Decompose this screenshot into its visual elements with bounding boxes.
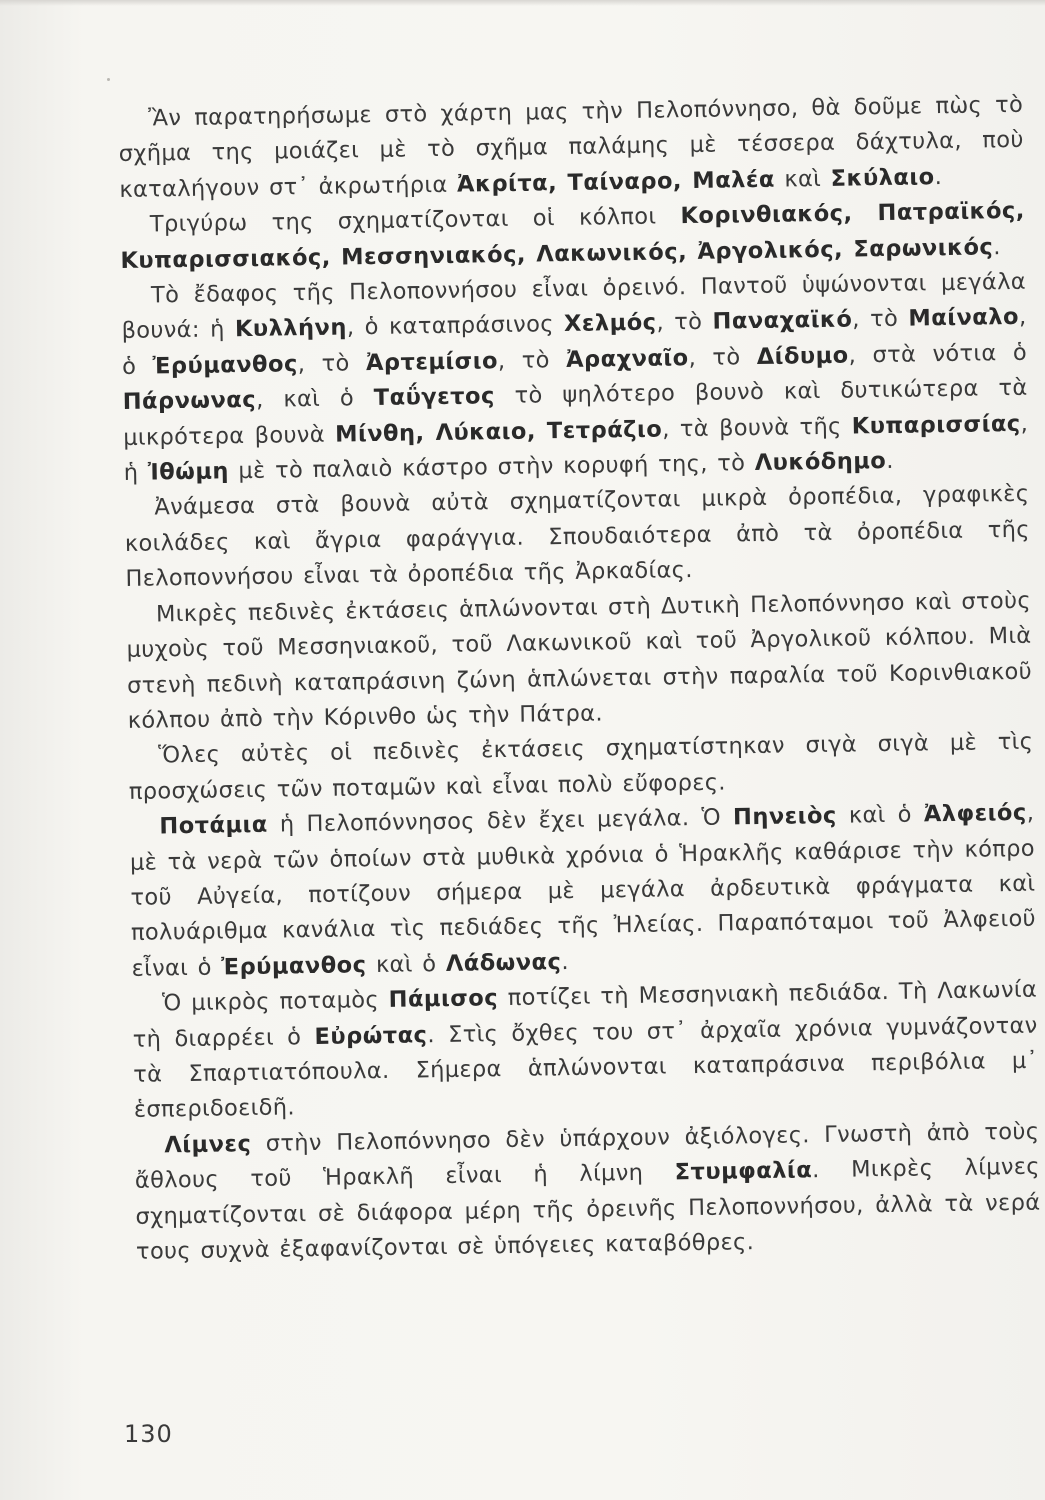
text-run: . <box>993 233 1001 260</box>
text-run: , ὁ <box>121 304 1027 380</box>
bold-term: Ταΰγετος <box>373 383 496 412</box>
text-run: , τὸ <box>297 349 367 378</box>
text-run: Τὸ ἔδαφος τῆς Πελοποννήσου εἶναι ὀρεινό. Παντοῦ ὑψώνονται μεγάλα βουνά: ἡ <box>121 268 1027 345</box>
paragraph <box>132 973 1039 1129</box>
text-run: , τὸ <box>497 346 567 374</box>
bold-term: Λυκόδημο <box>754 448 887 477</box>
bold-term: Χελμός <box>563 310 657 338</box>
bold-term: Κυπαρισσίας <box>851 410 1021 440</box>
bold-term: Λάδωνας <box>445 948 562 977</box>
text-run: μὲ τὸ παλαιὸ κάστρο στὴν κορυφή της, τὸ <box>228 450 755 485</box>
bold-term: Ἰθώμη <box>147 458 230 486</box>
text-run: Ὅλες αὐτὲς οἱ πεδινὲς ἐκτάσεις σχηματίστηκαν σιγὰ σιγὰ μὲ τὶς προσχώσεις τῶν ποταμῶν καὶ εἶναι πολὺ εὔφορες. <box>128 729 1034 805</box>
text-run: , καὶ ὁ <box>255 385 375 414</box>
bold-term: Μίνθη, Λύκαιο, Τετράζιο <box>334 416 663 448</box>
text-run: Τριγύρω της σχηματίζονται οἱ κόλποι <box>149 203 681 238</box>
bold-term: Μαίναλο <box>908 304 1020 333</box>
bold-term: Ποτάμια <box>159 811 268 840</box>
paragraph <box>126 583 1033 739</box>
body-text <box>118 88 1041 1270</box>
bold-term: Ἀραχναῖο <box>565 344 689 373</box>
text-run: . Στὶς ὄχθες του στ᾽ ἀρχαῖα χρόνια γυμνάζονταν τὰ Σπαρτιατόπουλα. Σήμερα ἁπλώνονται καταπράσινα περιβόλια μ᾽ ἑσπεριδοειδῆ. <box>133 1012 1039 1124</box>
text-run: , μὲ τὰ νερὰ τῶν ὁποίων στὰ μυθικὰ χρόνια ὁ Ἡρακλῆς καθάρισε τὴν κόπρο τοῦ Αὐγεία, ποτίζουν σήμερα μὲ μεγάλα ἀρδευτικὰ φράγματα καὶ πολυάριθμα κανάλια τὶς πεδιάδες τῆς Ἠλείας. Παραπόταμοι τοῦ Ἀλφειοῦ εἶναι ὁ <box>129 799 1037 982</box>
text-run: καὶ ὁ <box>366 950 447 978</box>
text-run: . <box>561 948 570 975</box>
paragraph <box>118 88 1025 208</box>
text-run: . <box>886 447 895 475</box>
text-run: καὶ ὁ <box>836 801 925 829</box>
bold-term: Ἐρύμανθος <box>152 351 298 380</box>
text-run: , τὰ βουνὰ τῆς <box>662 413 852 443</box>
text-run: . <box>934 163 943 190</box>
bold-term: Κυλλήνη <box>234 314 348 343</box>
bold-term: Πάρνωνας <box>122 387 257 416</box>
paragraph <box>121 265 1029 492</box>
text-run: ἡ Πελοπόννησος δὲν ἔχει μεγάλα. Ὁ <box>267 804 734 838</box>
bold-term: Ἀκρίτα, Ταίναρο, Μαλέα <box>456 166 776 198</box>
paragraph <box>129 796 1037 987</box>
bold-term: Πηνειὸς <box>732 802 837 831</box>
text-run: . Μικρὲς λίμνες σχηματίζονται σὲ διάφορα μέρη τῆς ὀρεινῆς Πελοποννήσου, ἀλλὰ τὰ νερά τους συχνὰ ἐξαφανίζονται σὲ ὑπόγειες καταβόθρες. <box>135 1153 1041 1265</box>
paper-speck <box>107 78 110 81</box>
bold-term: Κορινθιακός, Πατραϊκός, Κυπαρισσιακός, Μεσσηνιακός, Λακωνικός, Ἀργολικός, Σαρωνικός <box>120 197 1026 274</box>
text-run: , τὸ <box>656 309 713 337</box>
bold-term: Παναχαϊκό <box>712 306 853 336</box>
paragraph <box>134 1114 1041 1270</box>
paragraph <box>124 477 1031 597</box>
text-run: Μικρὲς πεδινὲς ἐκτάσεις ἁπλώνονται στὴ Δυτικὴ Πελοπόννησο καὶ στοὺς μυχοὺς τοῦ Μεσσηνιακοῦ, τοῦ Λακωνικοῦ καὶ τοῦ Ἀργολικοῦ κόλπου. Μιὰ στενὴ πεδινὴ καταπράσινη ζώνη ἁπλώνεται στὴν παραλία τοῦ Κορινθιακοῦ κόλπου ἀπὸ τὴν Κόρινθο ὡς τὴν Πάτρα. <box>126 587 1033 734</box>
bold-term: Ἐρύμανθος <box>221 951 367 981</box>
text-run: Ἀνάμεσα στὰ βουνὰ αὐτὰ σχηματίζονται μικρὰ ὀροπέδια, γραφικὲς κοιλάδες καὶ ἄγρια φαράγγια. Σπουδαιότερα ἀπὸ τὰ ὀροπέδια τῆς Πελοποννήσου εἶναι τὰ ὀροπέδια τῆς Ἀρκαδίας. <box>124 481 1031 593</box>
text-run: Ὁ μικρὸς ποταμὸς <box>161 987 389 1017</box>
bold-term: Δίδυμο <box>756 342 849 370</box>
bold-term: Ἀλφειός <box>923 799 1027 828</box>
bold-term: Λίμνες <box>164 1130 252 1159</box>
text-run: , τὸ <box>688 343 757 371</box>
text-run: , στὰ νότια ὁ <box>848 339 1028 369</box>
bold-term: Ἀρτεμίσιο <box>365 347 499 376</box>
page-top-edge <box>0 0 1045 6</box>
text-run: τὸ ψηλότερο βουνὸ καὶ δυτικώτερα τὰ μικρότερα βουνὰ <box>123 374 1028 451</box>
text-run: Ἂν παρατηρήσωμε στὸ χάρτη μας τὴν Πελοπόννησο, θὰ δοῦμε πὼς τὸ σχῆμα της μοιάζει μὲ τὸ σχῆμα παλάμης μὲ τέσσερα δάχτυλα, ποὺ καταλήγουν στ᾽ ἀκρωτήρια <box>118 91 1024 203</box>
bold-term: Πάμισος <box>388 985 499 1014</box>
text-run: , ὁ καταπράσινος <box>346 311 565 341</box>
text-run: , τὸ <box>852 306 909 333</box>
text-run: στὴν Πελοπόννησο δὲν ὑπάρχουν ἀξιόλογες. Γνωστὴ ἀπὸ τοὺς ἄθλους τοῦ Ἡρακλῆ εἶναι ἡ λίμνη <box>134 1118 1040 1195</box>
bold-term: Εὐρώτας <box>314 1021 428 1050</box>
bold-term: Στυμφαλία <box>674 1157 813 1186</box>
bold-term: Σκύλαιο <box>830 163 935 192</box>
text-run: ποτίζει τὴ Μεσσηνιακὴ πεδιάδα. Τὴ Λακωνία τὴ διαρρέει ὁ <box>132 976 1038 1053</box>
page-number: 130 <box>124 1420 173 1448</box>
text-run: καὶ <box>774 165 831 193</box>
text-run: , ἡ <box>123 410 1029 487</box>
